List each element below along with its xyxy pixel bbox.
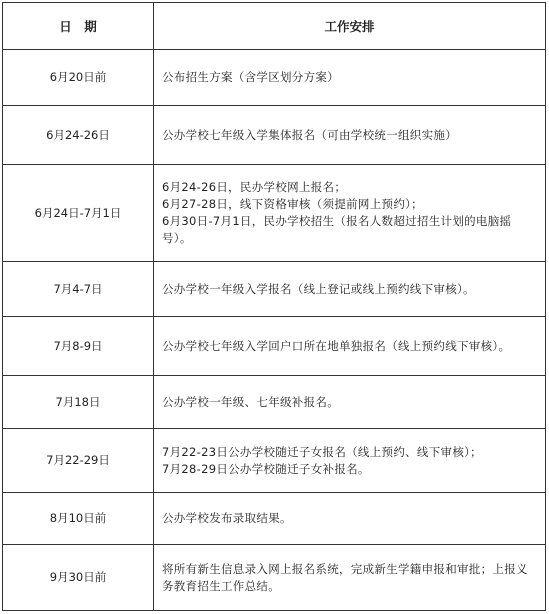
row-desc — [154, 493, 546, 545]
row-date: 6月24-26日 — [3, 106, 154, 165]
desc-line: 公布招生方案（含学区划分方案） — [162, 70, 339, 84]
row-date: 6月20日前 — [3, 50, 154, 106]
row-desc — [154, 262, 546, 317]
desc-line: 公办学校一年级、七年级补报名。 — [162, 394, 339, 409]
header-date: 日 期 — [3, 3, 154, 50]
table-row — [3, 106, 546, 165]
row-date: 8月10日前 — [3, 493, 154, 545]
desc-line: 将所有新生信息录入网上报名系统，完成新生学籍申报和审批；上报义务教育招生工作总结。 — [162, 561, 528, 593]
desc-line: 公办学校七年级入学集体报名（可由学校统一组织实施） — [162, 127, 457, 142]
row-desc — [154, 376, 546, 429]
row-date: 7月22-29日 — [3, 429, 154, 493]
desc-line: 7月28-29日公办学校随迁子女补报名。 — [162, 461, 370, 476]
enrollment-schedule-table — [2, 2, 546, 611]
row-desc — [154, 165, 546, 262]
desc-line: 7月22-23日公办学校随迁子女报名（线上预约、线下审核）； — [162, 444, 482, 459]
table-row — [3, 262, 546, 317]
row-desc — [154, 50, 546, 106]
table-row — [3, 165, 546, 262]
row-desc — [154, 317, 546, 376]
table-row — [3, 429, 546, 493]
table-row — [3, 317, 546, 376]
row-date: 6月24日-7月1日 — [3, 165, 154, 262]
table-row — [3, 376, 546, 429]
desc-line: 6月24-26日，民办学校网上报名； — [162, 180, 347, 194]
desc-line: 6月30日-7月1日，民办学校招生（报名人数超过招生计划的电脑摇号）。 — [162, 214, 512, 245]
desc-line: 6月27-28日，线下资格审核（须提前网上预约）； — [162, 197, 423, 211]
table-header-row — [3, 3, 546, 50]
row-date: 7月8-9日 — [3, 317, 154, 376]
row-date: 7月4-7日 — [3, 262, 154, 317]
desc-line: 公办学校七年级入学回户口所在地单独报名（线上预约线下审核）。 — [162, 338, 511, 353]
row-date: 9月30日前 — [3, 545, 154, 611]
row-desc — [154, 106, 546, 165]
row-date: 7月18日 — [3, 376, 154, 429]
row-desc — [154, 545, 546, 611]
row-desc — [154, 429, 546, 493]
table-row — [3, 545, 546, 611]
table-row — [3, 50, 546, 106]
header-work: 工作安排 — [154, 3, 546, 50]
desc-line: 公办学校发布录取结果。 — [162, 511, 292, 525]
table-row — [3, 493, 546, 545]
desc-line: 公办学校一年级入学报名（线上登记或线上预约线下审核）。 — [162, 281, 475, 296]
